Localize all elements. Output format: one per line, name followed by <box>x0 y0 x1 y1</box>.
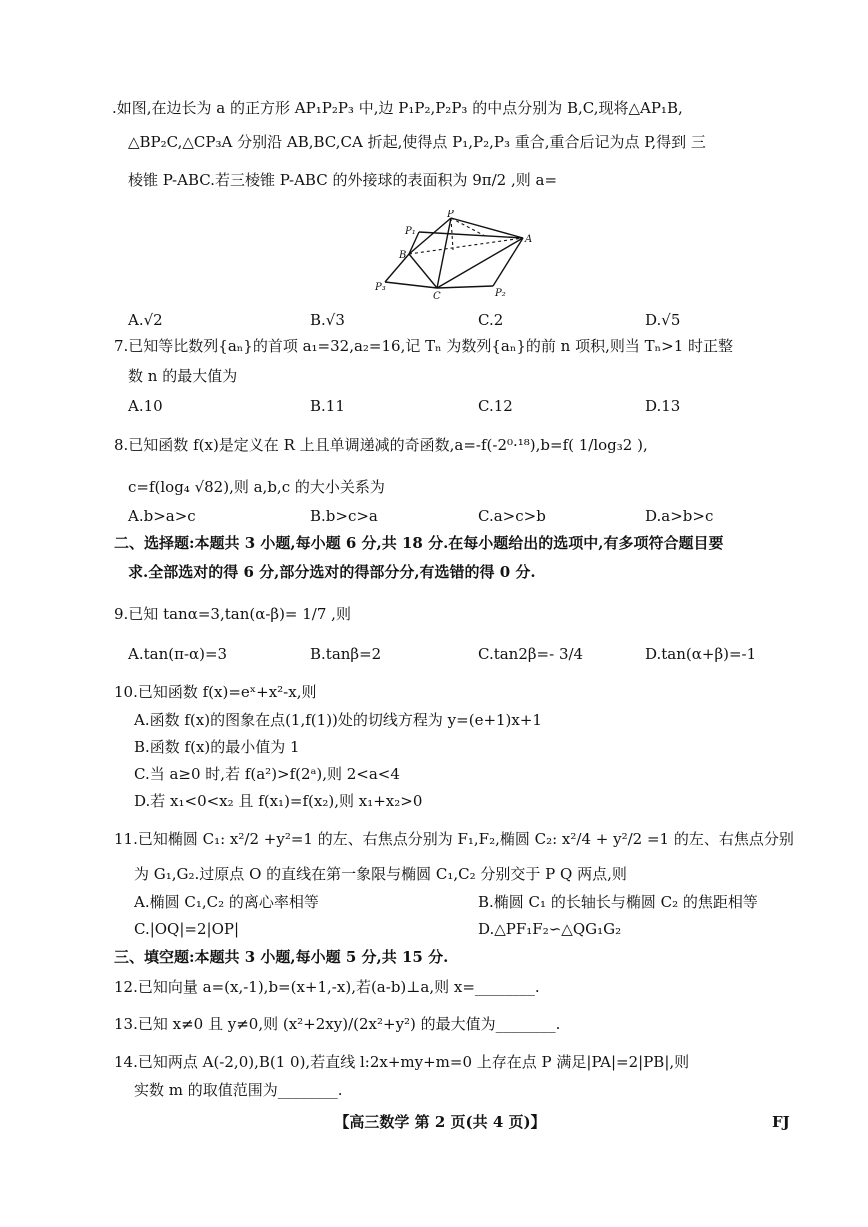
q7-options <box>0 395 868 417</box>
q11-option-b[interactable]: B.椭圆 C₁ 的长轴长与椭圆 C₂ 的焦距相等 <box>478 893 758 911</box>
section2-line1: 二、选择题:本题共 3 小题,每小题 6 分,共 18 分.在每小题给出的选项中,有多项符合题目要 <box>114 534 724 552</box>
q11-line1: 11.已知椭圆 C₁: x²/2 +y²=1 的左、右焦点分别为 F₁,F₂,椭圆 C₂: x²/4 + y²/2 =1 的左、右焦点分别 <box>114 830 794 848</box>
q7-option-c[interactable]: C.12 <box>478 397 513 415</box>
label-b: B <box>399 250 407 261</box>
section3-line1: 三、填空题:本题共 3 小题,每小题 5 分,共 15 分. <box>114 948 449 966</box>
q11-options-row1 <box>0 891 868 913</box>
q8-option-d[interactable]: D.a>b>c <box>645 507 714 525</box>
label-p: P <box>447 210 454 220</box>
q6-line1: .如图,在边长为 a 的正方形 AP₁P₂P₃ 中,边 P₁P₂,P₂P₃ 的中点分别为 B,C,现将△AP₁B, <box>112 99 683 117</box>
q8-line2: c=f(log₄ √82),则 a,b,c 的大小关系为 <box>128 478 385 496</box>
footer-code: FJ <box>772 1113 790 1131</box>
q10-option-b[interactable]: B.函数 f(x)的最小值为 1 <box>134 738 300 756</box>
q7-line1: 7.已知等比数列{aₙ}的首项 a₁=32,a₂=16,记 Tₙ 为数列{aₙ}的前 n 项积,则当 Tₙ>1 时正整 <box>114 337 734 355</box>
q7-line2: 数 n 的最大值为 <box>128 367 238 385</box>
pyramid-diagram <box>375 210 535 300</box>
edge-b-a-dashed <box>409 238 523 254</box>
label-a: A <box>525 234 533 245</box>
q10-option-d[interactable]: D.若 x₁<0<x₂ 且 f(x₁)=f(x₂),则 x₁+x₂>0 <box>134 792 423 810</box>
q8-options <box>0 505 868 527</box>
edge-c-p3 <box>385 282 437 288</box>
q11-options-row2 <box>0 918 868 940</box>
q10-line1: 10.已知函数 f(x)=eˣ+x²-x,则 <box>114 683 317 701</box>
q14-line1: 14.已知两点 A(-2,0),B(1 0),若直线 l:2x+my+m=0 上存在点 P 满足|PA|=2|PB|,则 <box>114 1053 690 1071</box>
edge-b-c <box>409 254 437 288</box>
edge-p2-a <box>419 232 523 238</box>
section2-line2: 求.全部选对的得 6 分,部分选对的得部分分,有选错的得 0 分. <box>128 563 536 581</box>
label-p1: P₁ <box>405 226 416 237</box>
q10-option-c[interactable]: C.当 a≥0 时,若 f(a²)>f(2ᵃ),则 2<a<4 <box>134 765 400 783</box>
q9-option-d[interactable]: D.tan(α+β)=-1 <box>645 645 757 663</box>
q11-option-a[interactable]: A.椭圆 C₁,C₂ 的离心率相等 <box>134 893 319 911</box>
edge-c-a <box>437 238 523 288</box>
q13-line1: 13.已知 x≠0 且 y≠0,则 (x²+2xy)/(2x²+y²) 的最大值为________. <box>114 1015 561 1033</box>
q9-options <box>0 643 868 665</box>
label-p3: P₃ <box>375 282 386 293</box>
pyramid-figure <box>375 210 535 300</box>
label-p2: P₂ <box>495 288 506 299</box>
q11-option-d[interactable]: D.△PF₁F₂∽△QG₁G₂ <box>478 920 622 938</box>
q7-option-a[interactable]: A.10 <box>128 397 163 415</box>
label-c: C <box>433 291 441 300</box>
edge-a-p1 <box>493 238 523 286</box>
q11-option-c[interactable]: C.|OQ|=2|OP| <box>134 920 240 938</box>
q6-line3: 棱锥 P-ABC.若三棱锥 P-ABC 的外接球的表面积为 9π/2 ,则 a= <box>128 171 558 189</box>
q9-line1: 9.已知 tanα=3,tan(α-β)= 1/7 ,则 <box>114 605 351 623</box>
q10-option-a[interactable]: A.函数 f(x)的图象在点(1,f(1))处的切线方程为 y=(e+1)x+1 <box>134 711 542 729</box>
q6-option-b[interactable]: B.√3 <box>310 311 345 329</box>
inner-dashed <box>451 218 485 236</box>
footer-page-info: 【高三数学 第 2 页(共 4 页)】 <box>334 1113 546 1131</box>
q6-line2: △BP₂C,△CP₃A 分别沿 AB,BC,CA 折起,使得点 P₁,P₂,P₃ 重合,重合后记为点 P,得到 三 <box>128 133 706 151</box>
q8-line1: 8.已知函数 f(x)是定义在 R 上且单调递减的奇函数,a=-f(-2⁰·¹⁸),b=f( 1/log₃2 ), <box>114 436 648 454</box>
q8-option-c[interactable]: C.a>c>b <box>478 507 546 525</box>
q6-option-c[interactable]: C.2 <box>478 311 504 329</box>
q9-option-a[interactable]: A.tan(π-α)=3 <box>128 645 228 663</box>
page-footer <box>0 1110 868 1134</box>
q7-option-b[interactable]: B.11 <box>310 397 345 415</box>
q8-option-b[interactable]: B.b>c>a <box>310 507 378 525</box>
q6-option-a[interactable]: A.√2 <box>128 311 163 329</box>
q9-option-c[interactable]: C.tan2β=- 3/4 <box>478 645 584 663</box>
q9-option-b[interactable]: B.tanβ=2 <box>310 645 382 663</box>
q6-option-d[interactable]: D.√5 <box>645 311 681 329</box>
q7-option-d[interactable]: D.13 <box>645 397 681 415</box>
q12-line1: 12.已知向量 a=(x,-1),b=(x+1,-x),若(a-b)⊥a,则 x=________. <box>114 978 540 996</box>
q6-options <box>0 309 868 331</box>
q14-line2: 实数 m 的取值范围为________. <box>134 1081 343 1099</box>
q8-option-a[interactable]: A.b>a>c <box>128 507 196 525</box>
edge-p1-c <box>437 286 493 288</box>
q11-line2: 为 G₁,G₂.过原点 O 的直线在第一象限与椭圆 C₁,C₂ 分别交于 P Q 两点,则 <box>134 865 627 883</box>
